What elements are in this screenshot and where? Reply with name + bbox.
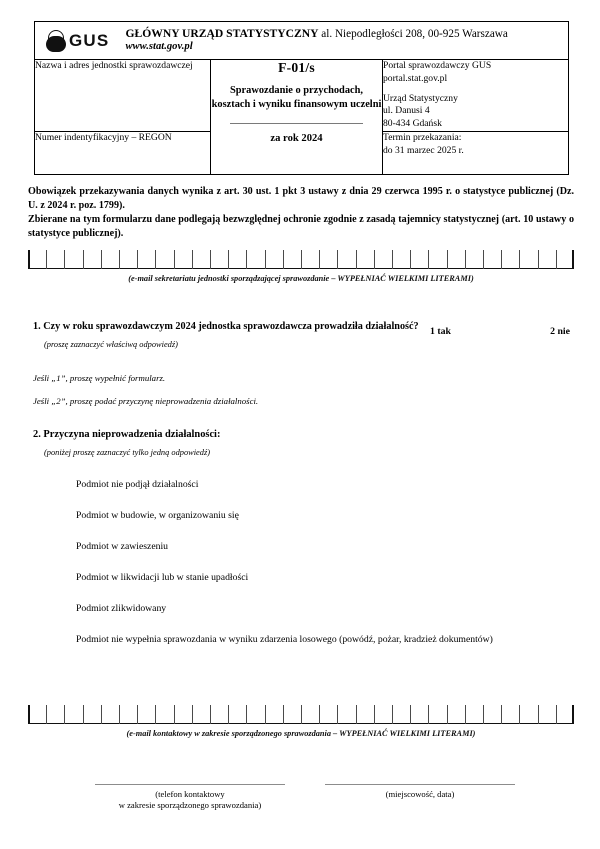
comb-cell-divider bbox=[246, 705, 247, 724]
comb-cell-divider bbox=[137, 705, 138, 724]
comb-cell-divider bbox=[428, 705, 429, 724]
comb-cell-divider bbox=[101, 250, 102, 269]
answer-option-yes[interactable]: 1 tak bbox=[430, 326, 451, 337]
name-address-cell[interactable] bbox=[35, 60, 211, 132]
comb-cell-divider bbox=[465, 705, 466, 724]
comb-cell-divider bbox=[301, 250, 302, 269]
email-contact-caption: (e-mail kontaktowy w zakresie sporządzonego sprawozdania – WYPEŁNIAĆ WIELKIMI LITERAMI) bbox=[126, 729, 476, 738]
form-year: za rok 2024 bbox=[270, 133, 323, 145]
comb-cell-divider bbox=[392, 705, 393, 724]
question-2-option[interactable]: Podmiot w zawieszeniu bbox=[76, 541, 169, 552]
comb-cell-divider bbox=[428, 250, 429, 269]
name-address-label: Nazwa i adres jednostki sprawozdawczej bbox=[35, 60, 193, 71]
comb-cell-divider bbox=[46, 250, 47, 269]
comb-cell-divider bbox=[210, 705, 211, 724]
comb-cell-divider bbox=[319, 250, 320, 269]
regon-cell[interactable] bbox=[35, 131, 211, 174]
comb-cell-divider bbox=[119, 705, 120, 724]
comb-cell-divider bbox=[192, 705, 193, 724]
signature-place-date-caption: (miejscowość, data) bbox=[385, 789, 455, 799]
question-2-options bbox=[76, 480, 556, 666]
comb-cell-divider bbox=[319, 705, 320, 724]
comb-cell-divider bbox=[101, 705, 102, 724]
comb-cell-divider bbox=[246, 250, 247, 269]
form-divider bbox=[230, 123, 363, 124]
question-1-text: 1. Czy w roku sprawozdawczym 2024 jednostka sprawozdawcza prowadziła działalność? bbox=[33, 321, 419, 332]
comb-cell-divider bbox=[265, 250, 266, 269]
brand-row bbox=[35, 22, 569, 60]
comb-cell-divider bbox=[447, 250, 448, 269]
office-city: 80-434 Gdańsk bbox=[383, 118, 442, 129]
signature-place-date-line[interactable] bbox=[325, 784, 515, 785]
conditional-instruction-no: Jeśli „2”, proszę podać przyczynę nieprowadzenia działalności. bbox=[33, 396, 259, 406]
question-2-option[interactable]: Podmiot nie podjął działalności bbox=[76, 479, 199, 490]
comb-cell-divider bbox=[519, 705, 520, 724]
signature-phone-caption-2: w zakresie sporządzonego sprawozdania) bbox=[118, 800, 262, 811]
question-2-option[interactable]: Podmiot w likwidacji lub w stanie upadłości bbox=[76, 572, 249, 583]
signature-row bbox=[95, 784, 515, 812]
comb-cell-divider bbox=[83, 250, 84, 269]
comb-cell-divider bbox=[119, 250, 120, 269]
question-1-answers bbox=[430, 326, 570, 337]
comb-cell-divider bbox=[265, 705, 266, 724]
comb-cell-divider bbox=[556, 705, 557, 724]
question-2 bbox=[33, 428, 433, 457]
comb-cell-divider bbox=[192, 250, 193, 269]
comb-cell-divider bbox=[519, 250, 520, 269]
signature-place-date bbox=[325, 784, 515, 812]
gus-wordmark: GUS bbox=[69, 31, 110, 50]
comb-cell-divider bbox=[174, 250, 175, 269]
comb-cell-divider bbox=[64, 705, 65, 724]
comb-cell-divider bbox=[410, 250, 411, 269]
signature-phone-line[interactable] bbox=[95, 784, 285, 785]
office-street: ul. Danusi 4 bbox=[383, 105, 430, 117]
comb-cell-divider bbox=[410, 705, 411, 724]
organization-address: al. Niepodległości 208, 00-925 Warszawa bbox=[321, 27, 508, 40]
organization-name: GŁÓWNY URZĄD STATYSTYCZNY bbox=[125, 26, 319, 40]
comb-cell-divider bbox=[556, 250, 557, 269]
comb-cell-divider bbox=[374, 250, 375, 269]
portal-url[interactable]: portal.stat.gov.pl bbox=[383, 72, 448, 84]
comb-cell-divider bbox=[46, 705, 47, 724]
comb-cell-divider bbox=[174, 705, 175, 724]
comb-cell-divider bbox=[83, 705, 84, 724]
question-1-note: (proszę zaznaczyć właściwą odpowiedź) bbox=[44, 340, 178, 350]
comb-cell-divider bbox=[64, 250, 65, 269]
deadline-label: Termin przekazania: bbox=[383, 131, 462, 143]
conditional-instruction-yes: Jeśli „1”, proszę wypełnić formularz. bbox=[33, 373, 166, 383]
comb-cell-divider bbox=[465, 250, 466, 269]
comb-cell-divider bbox=[228, 705, 229, 724]
comb-cell-divider bbox=[155, 250, 156, 269]
question-2-option[interactable]: Podmiot nie wypełnia sprawozdania w wyniku zdarzenia losowego (powódź, pożar, kradzież dokumentów) bbox=[76, 634, 493, 645]
regon-label: Numer indentyfikacyjny – REGON bbox=[35, 131, 172, 143]
deadline-date: do 31 marzec 2025 r. bbox=[383, 144, 464, 156]
comb-cell-divider bbox=[538, 250, 539, 269]
comb-cell-divider bbox=[538, 705, 539, 724]
comb-cell-divider bbox=[137, 250, 138, 269]
signature-phone-caption-1: (telefon kontaktowy bbox=[155, 789, 225, 799]
office-name: Urząd Statystyczny bbox=[383, 92, 458, 104]
comb-cell-divider bbox=[155, 705, 156, 724]
comb-cell-divider bbox=[28, 705, 30, 724]
comb-cell-divider bbox=[283, 250, 284, 269]
comb-cell-divider bbox=[374, 705, 375, 724]
email-contact-input[interactable] bbox=[28, 705, 574, 724]
legal-paragraph-obligation: Obowiązek przekazywania danych wynika z art. 30 ust. 1 pkt 3 ustawy z dnia 29 czerwca 1995 r. o statystyce publicznej (Dz. U. z 2024 r. poz. 1799). bbox=[28, 186, 574, 211]
question-1 bbox=[33, 320, 433, 349]
comb-cell-divider bbox=[283, 705, 284, 724]
comb-cell-divider bbox=[501, 250, 502, 269]
question-2-text: 2. Przyczyna nieprowadzenia działalności: bbox=[33, 429, 221, 440]
comb-cell-divider bbox=[447, 705, 448, 724]
comb-cell-divider bbox=[356, 250, 357, 269]
form-code: F-01/s bbox=[278, 60, 315, 75]
question-2-option[interactable]: Podmiot zlikwidowany bbox=[76, 603, 167, 614]
header-table bbox=[34, 21, 569, 175]
email-contact-field[interactable] bbox=[28, 705, 574, 738]
brand-cell bbox=[35, 22, 569, 60]
signature-phone bbox=[95, 784, 285, 812]
email-secretariat-field[interactable] bbox=[28, 250, 574, 283]
question-2-option[interactable]: Podmiot w budowie, w organizowaniu się bbox=[76, 510, 239, 521]
comb-cell-divider bbox=[572, 250, 574, 269]
comb-cell-divider bbox=[572, 705, 574, 724]
question-2-note: (poniżej proszę zaznaczyć tylko jedną odpowiedź) bbox=[44, 448, 210, 458]
comb-cell-divider bbox=[337, 250, 338, 269]
deadline-cell bbox=[383, 131, 569, 174]
comb-cell-divider bbox=[210, 250, 211, 269]
comb-cell-divider bbox=[483, 250, 484, 269]
answer-option-no[interactable]: 2 nie bbox=[550, 326, 570, 337]
comb-cell-divider bbox=[392, 250, 393, 269]
form-identity-cell bbox=[211, 60, 383, 175]
comb-cell-divider bbox=[501, 705, 502, 724]
comb-cell-divider bbox=[337, 705, 338, 724]
gus-pot-logo-icon bbox=[45, 29, 67, 53]
portal-office-cell bbox=[383, 60, 569, 132]
form-title: Sprawozdanie o przychodach, kosztach i wyniku finansowym uczelni bbox=[211, 85, 382, 111]
organization-website: www.stat.gov.pl bbox=[125, 41, 193, 53]
legal-paragraph-confidentiality: Zbierane na tym formularzu dane podlegają bezwzględnej ochronie zgodnie z zasadą tajemnicy statystycznej (art. 10 ustawy o statystyce publicznej). bbox=[28, 214, 574, 239]
portal-name: Portal sprawozdawczy GUS bbox=[383, 60, 492, 71]
comb-cell-divider bbox=[356, 705, 357, 724]
comb-cell-divider bbox=[28, 250, 30, 269]
comb-cell-divider bbox=[483, 705, 484, 724]
header-row-upper bbox=[35, 60, 569, 132]
email-secretariat-input[interactable] bbox=[28, 250, 574, 269]
comb-cell-divider bbox=[301, 705, 302, 724]
comb-cell-divider bbox=[228, 250, 229, 269]
email-secretariat-caption: (e-mail sekretariatu jednostki sporządzającej sprawozdanie – WYPEŁNIAĆ WIELKIMI LITERAMI) bbox=[128, 274, 474, 283]
